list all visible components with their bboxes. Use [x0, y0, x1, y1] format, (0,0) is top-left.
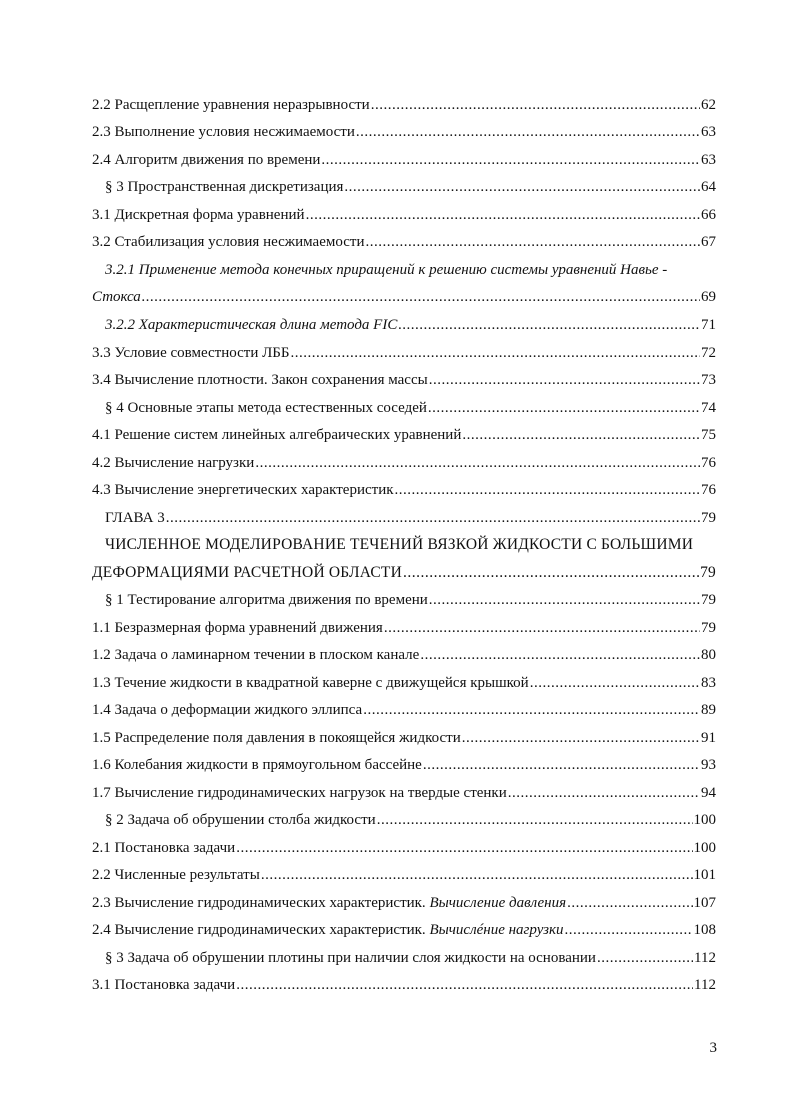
toc-entry-label-plain: 2.4 Вычисление гидродинамических характеристик. — [92, 922, 426, 938]
toc-entry — [92, 645, 716, 665]
toc-entry — [105, 177, 716, 197]
toc-entry — [92, 370, 716, 390]
toc-entry-page: 66 — [701, 207, 716, 223]
dot-leader — [429, 370, 700, 390]
toc-entry — [105, 398, 716, 418]
dot-leader — [429, 590, 700, 610]
toc-entry-page: 108 — [693, 922, 716, 938]
toc-entry-label: 1.4 Задача о деформации жидкого эллипса — [92, 702, 363, 718]
page-number: 3 — [709, 1040, 717, 1056]
toc-entry-label: 1.7 Вычисление гидродинамических нагрузок на твердые стенки — [92, 785, 507, 801]
dot-leader — [344, 177, 700, 197]
toc-entry-page: 79 — [701, 592, 716, 608]
toc-entry-label: 2.4 Алгоритм движения по времени — [92, 152, 321, 168]
toc-entry-label: 2.2 Численные результаты — [92, 867, 260, 883]
dot-leader — [236, 838, 692, 858]
toc-entry-page: 63 — [701, 124, 716, 140]
toc-entry-page: 83 — [701, 675, 716, 691]
toc-entry — [92, 838, 716, 858]
toc-entry-page: 112 — [694, 977, 716, 993]
dot-leader — [395, 480, 700, 500]
toc-entry — [92, 453, 716, 473]
dot-leader — [462, 728, 700, 748]
toc-entry-page: 80 — [701, 647, 716, 663]
dot-leader — [356, 122, 700, 142]
toc-entry-page: 100 — [693, 812, 716, 828]
dot-leader — [530, 673, 700, 693]
toc-entry — [92, 425, 716, 445]
dot-leader — [291, 343, 701, 363]
toc-entry-page: 73 — [701, 372, 716, 388]
toc-entry-page: 79 — [700, 564, 716, 581]
dot-leader — [306, 205, 700, 225]
dot-leader — [423, 755, 700, 775]
dot-leader — [377, 810, 693, 830]
toc-entry — [92, 673, 716, 693]
toc-entry-label: 2.1 Постановка задачи — [92, 840, 236, 856]
toc-entry-label: 1.2 Задача о ламинарном течении в плоском канале — [92, 647, 420, 663]
toc-entry — [92, 618, 716, 638]
toc-entry — [92, 755, 716, 775]
toc-entry-label: 3.1 Постановка задачи — [92, 977, 236, 993]
toc-entry — [92, 893, 716, 913]
chapter-title: ЧИСЛЕННОЕ МОДЕЛИРОВАНИЕ ТЕЧЕНИЙ ВЯЗКОЙ ЖИДКОСТИ С БОЛЬШИМИ — [105, 536, 694, 553]
toc-entry-label: § 1 Тестирование алгоритма движения по времени — [105, 592, 428, 608]
dot-leader — [567, 893, 692, 913]
toc-entry — [92, 150, 716, 170]
toc-entry-label: § 4 Основные этапы метода естественных соседей — [105, 400, 427, 416]
dot-leader — [508, 783, 700, 803]
toc-entry-page: 79 — [701, 510, 716, 526]
toc-entry-label: 1.1 Безразмерная форма уравнений движения — [92, 620, 383, 636]
toc-entry — [92, 920, 716, 940]
toc-entry — [105, 590, 716, 610]
dot-leader — [403, 563, 699, 583]
dot-leader — [597, 948, 693, 968]
toc-entry-label: 3.3 Условие совместности ЛББ — [92, 345, 290, 361]
toc-entry-page: 91 — [701, 730, 716, 746]
toc-entry-label: § 2 Задача об обрушении столба жидкости — [105, 812, 376, 828]
toc-entry — [105, 315, 716, 335]
toc-entry — [92, 205, 716, 225]
dot-leader — [420, 645, 700, 665]
toc-entry-page: 71 — [701, 317, 716, 333]
toc-entry-label: 3.4 Вычисление плотности. Закон сохранения массы — [92, 372, 428, 388]
dot-leader — [363, 700, 700, 720]
chapter-label: ГЛАВА 3 — [105, 510, 165, 526]
toc-entry-page: 63 — [701, 152, 716, 168]
dot-leader — [365, 232, 700, 252]
dot-leader — [371, 95, 700, 115]
toc-entry — [92, 122, 716, 142]
dot-leader — [166, 508, 700, 528]
toc-entry-label — [92, 920, 564, 940]
toc-entry-page: 74 — [701, 400, 716, 416]
toc-entry-label: 2.3 Выполнение условия несжимаемости — [92, 124, 355, 140]
toc-entry — [92, 975, 716, 995]
toc-entry — [92, 728, 716, 748]
dot-leader — [462, 425, 700, 445]
toc-entry — [92, 865, 716, 885]
toc-entry-label: § 3 Пространственная дискретизация — [105, 179, 344, 195]
dot-leader — [142, 287, 700, 307]
toc-entry-page: 75 — [701, 427, 716, 443]
toc-entry-page: 62 — [701, 97, 716, 113]
toc-entry-label: § 3 Задача об обрушении плотины при наличии слоя жидкости на основании — [105, 950, 596, 966]
toc-entry — [92, 480, 716, 500]
toc-entry-label: 1.6 Колебания жидкости в прямоугольном бассейне — [92, 757, 422, 773]
toc-entry-page: 107 — [693, 895, 716, 911]
toc-entry-label: 2.2 Расщепление уравнения неразрывности — [92, 97, 370, 113]
dot-leader — [321, 150, 700, 170]
toc-entry-label: 4.1 Решение систем линейных алгебраических уравнений — [92, 427, 462, 443]
toc-entry-label-italic: Вычислéние нагрузки — [429, 922, 564, 938]
dot-leader — [565, 920, 693, 940]
toc-entry-page: 72 — [701, 345, 716, 361]
dot-leader — [236, 975, 693, 995]
toc-entry-label — [92, 893, 566, 913]
toc-entry-label: 1.3 Течение жидкости в квадратной каверне с движущейся крышкой — [92, 675, 529, 691]
toc-entry-page: 76 — [701, 482, 716, 498]
dot-leader — [261, 865, 693, 885]
toc-entry-label: 3.2.2 Характеристическая длина метода FIC — [105, 317, 398, 333]
toc-entry-page: 89 — [701, 702, 716, 718]
toc-entry-page: 94 — [701, 785, 716, 801]
toc-entry — [92, 287, 716, 307]
toc-entry-chapter — [105, 508, 716, 528]
toc-entry-chapter-title — [92, 563, 716, 583]
toc-entry-page: 64 — [701, 179, 716, 195]
toc-entry-label: Стокса — [92, 289, 141, 305]
toc-entry-page: 67 — [701, 234, 716, 250]
toc-entry — [92, 700, 716, 720]
toc-entry-page: 79 — [701, 620, 716, 636]
toc-entry-label: 3.1 Дискретная форма уравнений — [92, 207, 305, 223]
dot-leader — [428, 398, 700, 418]
toc-entry-label: 4.3 Вычисление энергетических характеристик — [92, 482, 394, 498]
toc-entry — [105, 948, 716, 968]
toc-entry-label-plain: 2.3 Вычисление гидродинамических характеристик. — [92, 895, 426, 911]
toc-entry-page: 69 — [701, 289, 716, 305]
toc-entry-page: 100 — [693, 840, 716, 856]
toc-entry — [92, 343, 716, 363]
dot-leader — [384, 618, 700, 638]
toc-entry — [92, 232, 716, 252]
toc-entry-label: 3.2 Стабилизация условия несжимаемости — [92, 234, 365, 250]
toc-entry — [92, 783, 716, 803]
toc-entry-page: 93 — [701, 757, 716, 773]
toc-entry-label: 3.2.1 Применение метода конечных приращений к решению системы уравнений Навье - — [105, 262, 668, 278]
toc-entry-page: 76 — [701, 455, 716, 471]
toc-entry — [105, 810, 716, 830]
toc-entry — [92, 95, 716, 115]
toc-entry-label-italic: Вычисление давления — [429, 895, 567, 911]
toc-entry-page: 112 — [694, 950, 716, 966]
dot-leader — [255, 453, 700, 473]
chapter-title-line-2: ДЕФОРМАЦИЯМИ РАСЧЕТНОЙ ОБЛАСТИ — [92, 564, 402, 581]
toc-entry-label: 1.5 Распределение поля давления в покоящейся жидкости — [92, 730, 461, 746]
toc-entry-label: 4.2 Вычисление нагрузки — [92, 455, 255, 471]
dot-leader — [398, 315, 700, 335]
toc-entry-page: 101 — [693, 867, 716, 883]
